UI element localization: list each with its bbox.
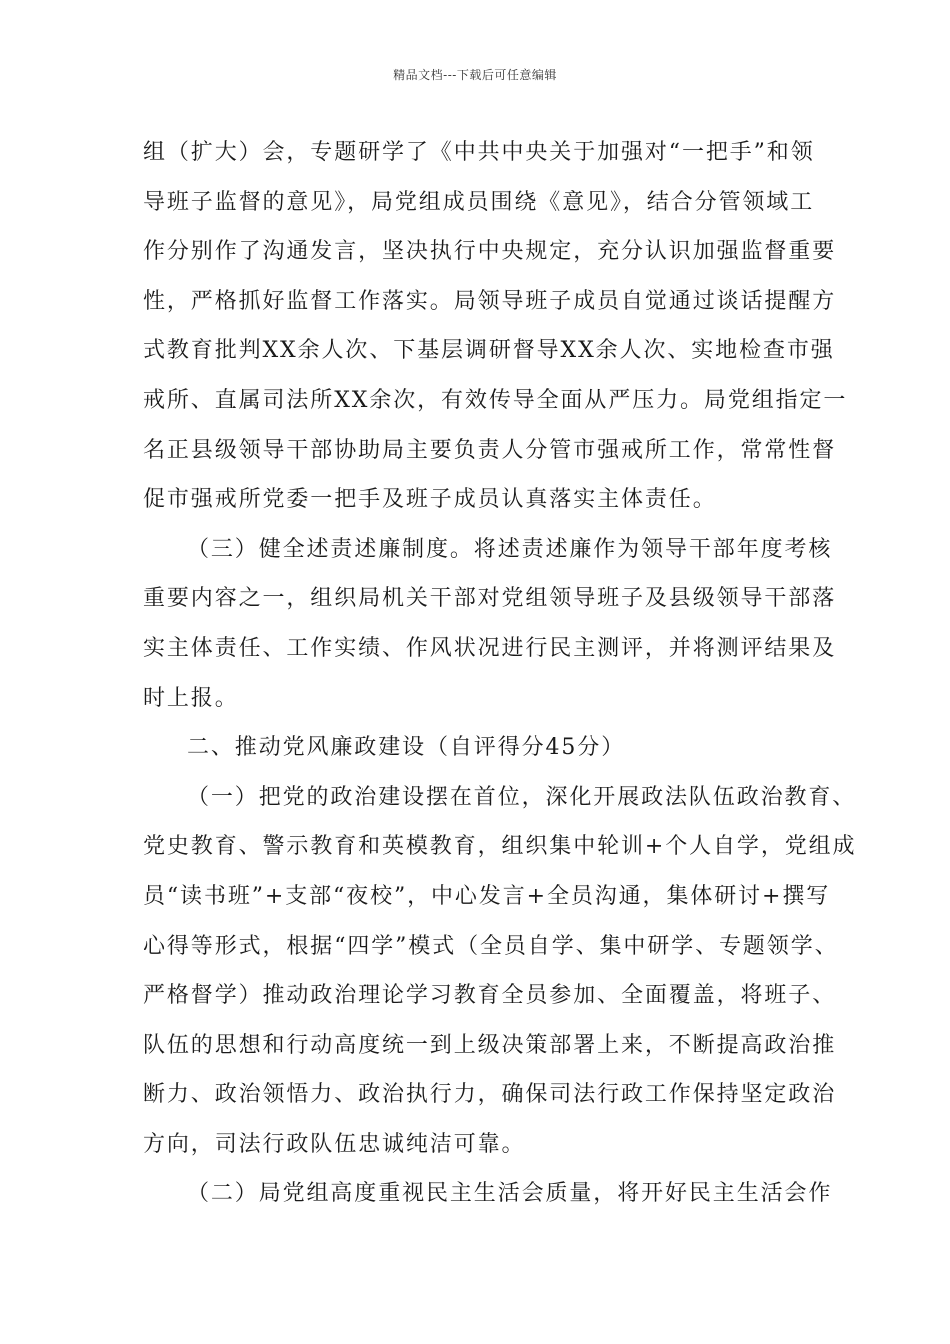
text-line: 重要内容之一，组织局机关干部对党组领导班子及县级领导干部落 bbox=[143, 586, 837, 612]
text-line: 性，严格抓好监督工作落实。局领导班子成员自觉通过谈话提醒方 bbox=[143, 288, 837, 314]
text-line: 方向，司法行政队伍忠诚纯洁可靠。 bbox=[143, 1131, 526, 1157]
text-line: 党史教育、警示教育和英模教育，组织集中轮训+个人自学，党组成 bbox=[143, 834, 857, 860]
text-line: 式教育批判XX余人次、下基层调研督导XX余人次、实地检查市强 bbox=[143, 338, 835, 364]
text-line: 名正县级领导干部协助局主要负责人分管市强戒所工作，常常性督 bbox=[143, 437, 837, 463]
section-heading-2: （二）局党组高度重视民主生活会质量，将开好民主生活会作 bbox=[187, 1181, 833, 1207]
document-body bbox=[143, 128, 857, 1219]
text-line: 时上报。 bbox=[143, 685, 239, 711]
text-line: 实主体责任、工作实绩、作风状况进行民主测评，并将测评结果及 bbox=[143, 635, 837, 661]
text-line: 严格督学）推动政治理论学习教育全员参加、全面覆盖，将班子、 bbox=[143, 983, 837, 1009]
page-header: 精品文档---下载后可任意编辑 bbox=[393, 68, 557, 82]
text-line: 断力、政治领悟力、政治执行力，确保司法行政工作保持坚定政治 bbox=[143, 1082, 837, 1108]
text-line: 组（扩大）会，专题研学了《中共中央关于加强对“一把手”和领 bbox=[143, 140, 815, 165]
text-line: 导班子监督的意见》，局党组成员围绕《意见》，结合分管领域工 bbox=[143, 189, 815, 215]
text-line: 促市强戒所党委一把手及班子成员认真落实主体责任。 bbox=[143, 487, 717, 513]
section-heading-1: （一）把党的政治建设摆在首位，深化开展政法队伍政治教育、 bbox=[187, 784, 857, 810]
text-line: 队伍的思想和行动高度统一到上级决策部署上来，不断提高政治推 bbox=[143, 1032, 837, 1058]
text-line: 戒所、直属司法所XX余次，有效传导全面从严压力。局党组指定一 bbox=[143, 387, 848, 413]
text-line: 心得等形式，根据“四学”模式（全员自学、集中研学、专题领学、 bbox=[143, 933, 839, 959]
text-line: 员“读书班”+支部“夜校”，中心发言+全员沟通，集体研讨+撰写 bbox=[143, 883, 831, 909]
section-heading-3: （三）健全述责述廉制度。将述责述廉作为领导干部年度考核 bbox=[187, 536, 833, 562]
section-heading-main: 二、推动党风廉政建设（自评得分45分） bbox=[187, 735, 626, 761]
text-line: 作分别作了沟通发言，坚决执行中央规定，充分认识加强监督重要 bbox=[143, 239, 837, 265]
